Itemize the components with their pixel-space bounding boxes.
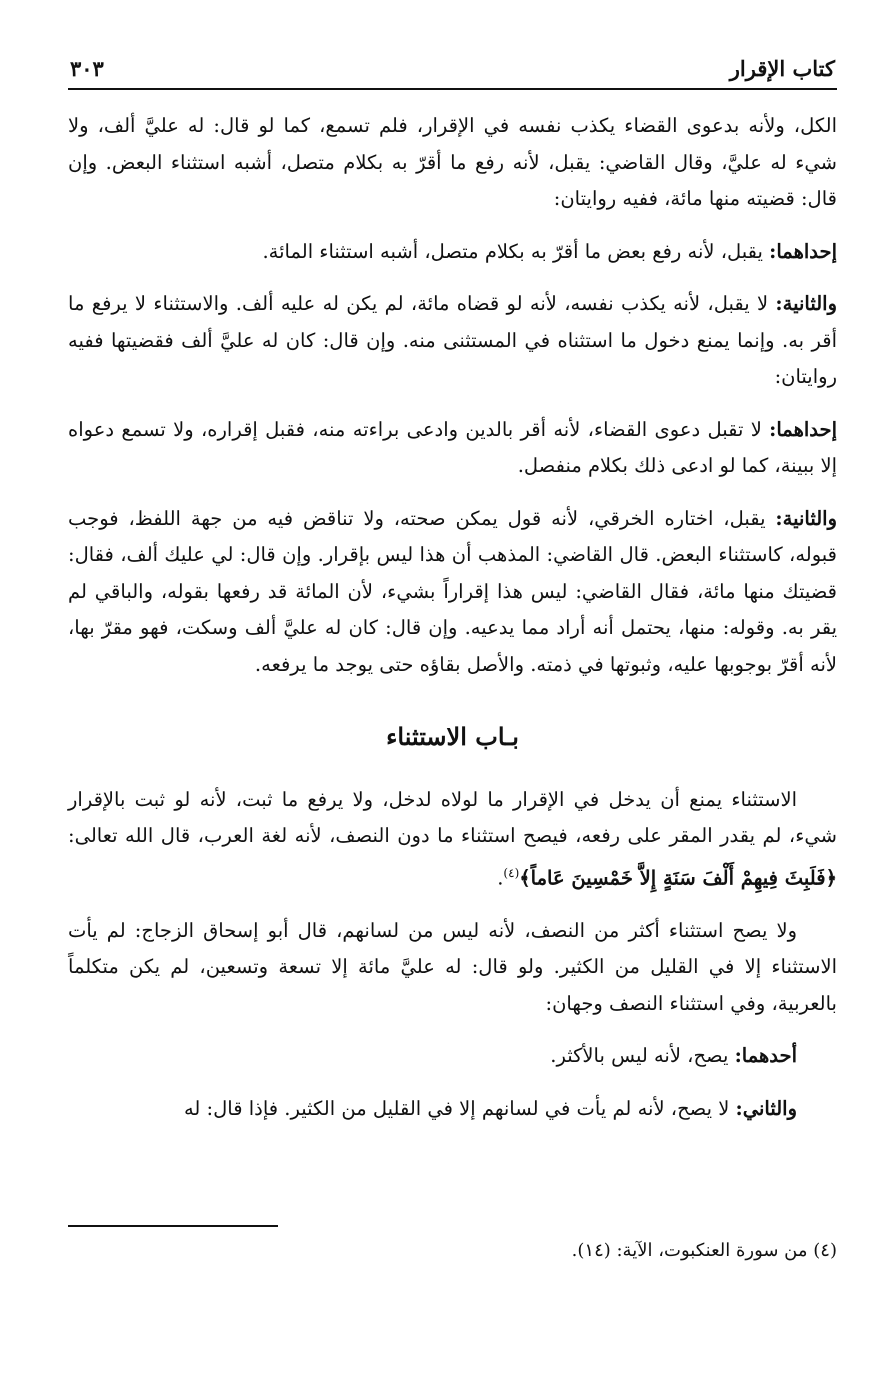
paragraph: والثاني: لا يصح، لأنه لم يأت في لسانهم إلا في القليل من الكثير. فإذا قال: له: [183, 1096, 797, 1120]
paragraph: والثانية: لا يقبل، لأنه يكذب نفسه، لأنه لو قضاه مائة، لم يكن له عليه ألف. والاستثناء لا يرفع ما أقر به. وإنما يمنع دخول ما استثناه في المستثنى منه. وإن قال: كان له عليَّ ألف فقضيتها ففيه روايتان:: [68, 292, 837, 388]
paragraph: ولا يصح استثناء أكثر من النصف، لأنه ليس من لسانهم، قال أبو إسحاق الزجاج: لم يأت الاستثناء إلا في القليل من الكثير. ولو قال: له عليَّ مائة إلا تسعة وتسعين، لم يكن متكلماً بالعربية، وفي استثناء النصف وجهان:: [68, 918, 837, 1015]
running-header: [68, 50, 837, 90]
footnote: [572, 1240, 837, 1261]
body-text: [68, 108, 837, 1127]
footnote-reference: (٤): [503, 865, 520, 880]
page-number: ٣٠٣: [70, 56, 104, 81]
paragraph: إحداهما: لا تقبل دعوى القضاء، لأنه أقر بالدين وادعى براءته منه، فقبل إقراره، ولا تسمع دعواه إلا ببينة، كما لو ادعى ذلك بكلام منفصل.: [68, 417, 837, 477]
paragraph-label: إحداهما:: [769, 239, 837, 263]
paragraph: الكل، ولأنه بدعوى القضاء يكذب نفسه في الإقرار، فلم تسمع، كما لو قال: له عليَّ ألف، ولا شيء له عليَّ، وقال القاضي: يقبل، لأنه رفع ما أقرّ به بكلام متصل، أشبه استثناء البعض. وإن قال: قضيته منها مائة، ففيه روايتان:: [68, 114, 837, 210]
paragraph: إحداهما: يقبل، لأنه رفع بعض ما أقرّ به بكلام متصل، أشبه استثناء المائة.: [262, 239, 837, 263]
footnote-number: (٤): [813, 1240, 837, 1261]
paragraph-label: أحدهما:: [734, 1044, 797, 1067]
paragraph-label: والثانية:: [775, 506, 837, 530]
paragraph-label: إحداهما:: [769, 417, 837, 441]
paragraph: والثانية: يقبل، اختاره الخرقي، لأنه قول يمكن صحته، ولا تناقض فيه من جهة اللفظ، فوجب قبوله، كاستثناء البعض. قال القاضي: المذهب أن هذا ليس بإقرار. وإن قال: لي عليك ألف، فقال: قضيتك منها مائة، فقال القاضي: ليس هذا إقراراً بشيء، لأن المائة قد رفعها بقوله، والباقي لم يقر به. وقوله: منها، يحتمل أنه أراد مما يدعيه. وإن قال: كان له عليَّ ألف وسكت، فهو مقرّ بها، لأنه أقرّ بوجوبها عليه، وثبوتها في ذمته. والأصل بقاؤه حتى يوجد ما يرفعه.: [68, 506, 837, 676]
footnote-divider: [68, 1225, 278, 1227]
book-page: [68, 50, 837, 1261]
paragraph: الاستثناء يمنع أن يدخل في الإقرار ما لولاه لدخل، ولا يرفع ما ثبت، لأنه لو ثبت بالإقرار شيء، لم يقدر المقر على رفعه، فيصح استثناء ما دون النصف، لأنه لغة العرب، قال الله تعالى: ﴿فَلَبِثَ فِيهِمْ أَلْفَ سَنَةٍ إِلاَّ خَمْسِينَ عَاماً﴾$^{(٤)}$.: [68, 787, 837, 889]
paragraph-label: والثاني:: [735, 1096, 797, 1120]
section-heading: بـاب الاستثناء: [386, 722, 519, 751]
footnote-text: من سورة العنكبوت، الآية: (١٤).: [571, 1240, 808, 1261]
paragraph: أحدهما: يصح، لأنه ليس بالأكثر.: [550, 1044, 797, 1067]
chapter-title: كتاب الإقرار: [729, 56, 835, 81]
paragraph-label: والثانية:: [775, 292, 837, 315]
quran-verse: ﴿فَلَبِثَ فِيهِمْ أَلْفَ سَنَةٍ إِلاَّ خَمْسِينَ عَاماً﴾: [519, 866, 837, 889]
